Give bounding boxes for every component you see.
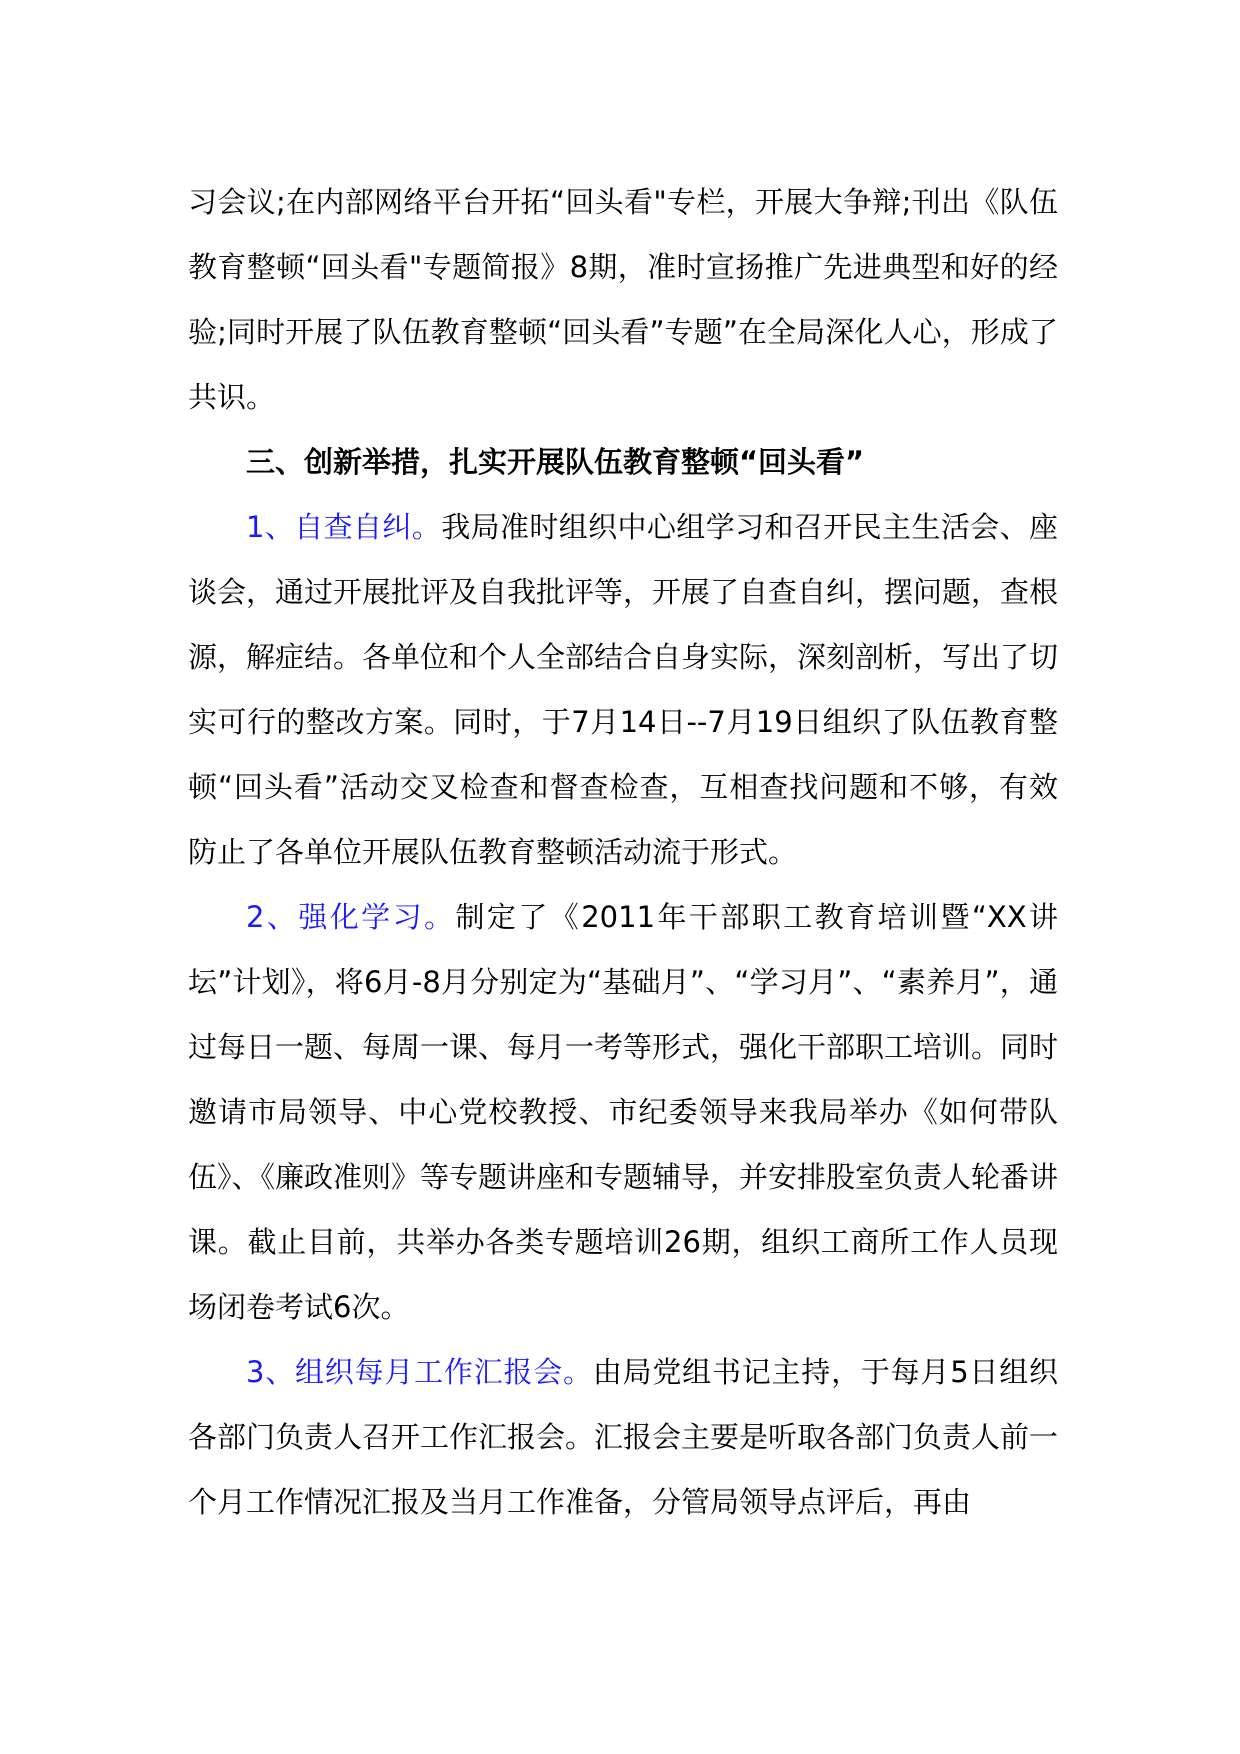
item-lead: 1、自查自纠。 — [246, 510, 442, 544]
list-item-self-check — [188, 495, 1058, 885]
section-heading: 三、创新举措，扎实开展队伍教育整顿“回头看” — [246, 445, 865, 479]
paragraph-continued: 习会议;在内部网络平台开拓“回头看"专栏，开展大争辩;刊出《队伍教育整顿“回头看"专题简报》8期，准时宣扬推广先进典型和好的经验;同时开展了队伍教育整顿“回头看”专题”在全局深化人心，形成了共识。 — [188, 185, 1058, 414]
item-body: 由局党组书记主持，于每月5日组织各部门负责人召开工作汇报会。汇报会主要是听取各部门负责人前一个月工作情况汇报及当月工作准备，分管局领导点评后，再由 — [188, 1355, 1059, 1519]
document-body — [188, 170, 1058, 1535]
list-item-strengthen-study — [188, 885, 1058, 1340]
list-item-monthly-report — [188, 1340, 1058, 1535]
item-lead: 3、组织每月工作汇报会。 — [246, 1355, 593, 1389]
item-body: 我局准时组织中心组学习和召开民主生活会、座谈会，通过开展批评及自我批评等，开展了自查自纠，摆问题，查根源，解症结。各单位和个人全部结合自身实际，深刻剖析，写出了切实可行的整改方案。同时，于7月14日--7月19日组织了队伍教育整顿“回头看”活动交叉检查和督查检查，互相查找问题和不够，有效防止了各单位开展队伍教育整顿活动流于形式。 — [188, 510, 1059, 869]
item-body: 制定了《2011年干部职工教育培训暨“XX讲坛”计划》，将6月-8月分别定为“基础月”、“学习月”、“素养月”，通过每日一题、每周一课、每月一考等形式，强化干部职工培训。同时邀请市局领导、中心党校教授、市纪委领导来我局举办《如何带队伍》、《廉政准则》等专题讲座和专题辅导，并安排股室负责人轮番讲课。截止目前，共举办各类专题培训26期，组织工商所工作人员现场闭卷考试6次。 — [188, 900, 1059, 1324]
item-lead: 2、强化学习。 — [246, 900, 456, 934]
